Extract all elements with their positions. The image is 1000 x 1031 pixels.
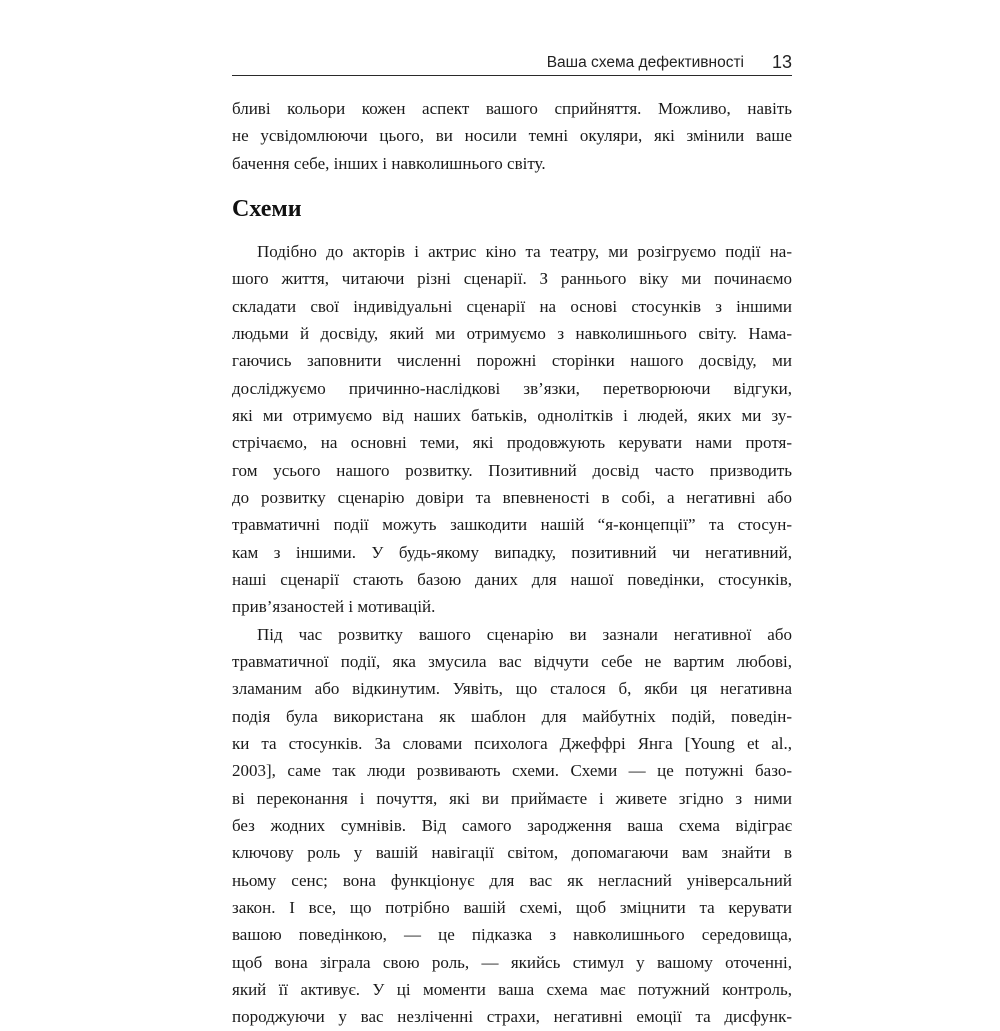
text-line: кам з іншими. У будь-якому випадку, позитивний чи негативний,: [232, 542, 792, 562]
running-header: [232, 52, 792, 76]
text-line: який її активує. У ці моменти ваша схема має потужний контроль,: [232, 979, 792, 999]
text-line: до розвитку сценарію довіри та впевненості в собі, а негативні або: [232, 487, 792, 507]
intro-paragraph: [232, 95, 792, 177]
text-line: ві переконання і почуття, які ви приймаєте і живете згідно з ними: [232, 788, 792, 808]
text-line: бачення себе, інших і навколишнього світу.: [232, 153, 546, 173]
text-line: подія була використана як шаблон для майбутніх подій, поведін-: [232, 706, 792, 726]
text-line: Під час розвитку вашого сценарію ви зазнали негативної або: [257, 624, 792, 644]
text-line: шого життя, читаючи різні сценарії. З раннього віку ми починаємо: [232, 269, 792, 289]
text-line: вашою поведінкою, — це підказка з навколишнього середовища,: [232, 925, 792, 945]
section-body: [232, 238, 792, 1031]
text-line: які ми отримуємо від наших батьків, однолітків і людей, яких ми зу-: [232, 405, 792, 425]
text-line: гаючись заповнити численні порожні сторінки нашого досвіду, ми: [232, 351, 792, 371]
text-line: Подібно до акторів і актрис кіно та театру, ми розігруємо події на-: [257, 242, 792, 261]
text-line: не усвідомлюючи цього, ви носили темні окуляри, які змінили ваше: [232, 126, 792, 146]
text-line: прив’язаностей і мотивацій.: [232, 597, 436, 617]
text-line: зламаним або відкинутим. Уявіть, що сталося б, якби ця негативна: [232, 679, 792, 699]
text-line: ключову роль у вашій навігації світом, допомагаючи вам знайти в: [232, 843, 792, 863]
text-line: стрічаємо, на основні теми, які продовжують керувати нами протя-: [232, 433, 792, 453]
text-line: ньому сенс; вона функціонує для вас як негласний універсальний: [232, 870, 792, 890]
running-title: Ваша схема дефективності: [546, 54, 744, 71]
page-number: 13: [771, 52, 792, 72]
text-line: щоб вона зіграла свою роль, — якийсь стимул у вашому оточенні,: [232, 952, 792, 972]
text-line: людьми й досвіду, який ми отримуємо з навколишнього світу. Нама-: [232, 323, 792, 343]
text-line: досліджуємо причинно-наслідкові зв’язки, перетворюючи відгуки,: [232, 378, 792, 398]
text-line: наші сценарії стають базою даних для нашої поведінки, стосунків,: [232, 569, 792, 589]
text-line: травматичної події, яка змусила вас відчути себе не вартим любові,: [232, 651, 792, 671]
text-line: без жодних сумнівів. Від самого зародження ваша схема відіграє: [232, 815, 792, 835]
text-line: травматичні події можуть зашкодити нашій “я-концепції” та стосун-: [232, 515, 792, 535]
text-line: породжуючи у вас незліченні страхи, негативні емоції та дисфунк-: [232, 1007, 792, 1027]
text-line: бливі кольори кожен аспект вашого сприйняття. Можливо, навіть: [232, 99, 792, 118]
text-line: гом усього нашого розвитку. Позитивний досвід часто призводить: [232, 460, 792, 480]
text-line: закон. І все, що потрібно вашій схемі, щоб зміцнити та керувати: [232, 897, 792, 917]
header-rule: [232, 75, 792, 76]
text-line: ки та стосунків. За словами психолога Джеффрі Янга [Young et al.,: [232, 733, 792, 753]
text-line: 2003], саме так люди розвивають схеми. Схеми — це потужні базо-: [232, 761, 792, 781]
section-heading: Схеми: [232, 196, 302, 222]
text-line: складати свої індивідуальні сценарії на основі стосунків з іншими: [232, 296, 792, 316]
